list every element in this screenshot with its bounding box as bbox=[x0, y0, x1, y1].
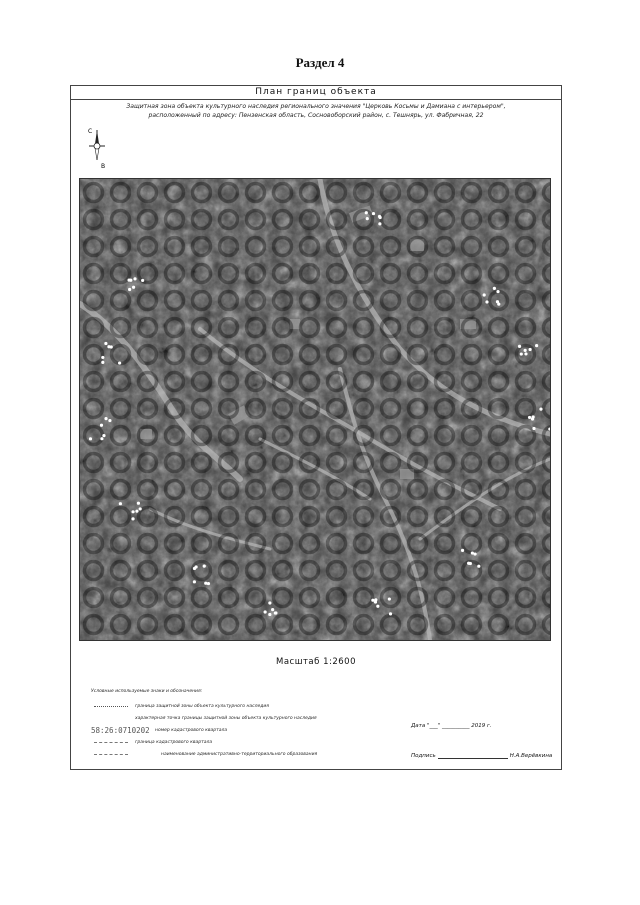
boundary-point bbox=[274, 611, 277, 614]
boundary-point bbox=[108, 419, 111, 422]
boundary-point bbox=[535, 344, 538, 347]
boundary-point bbox=[379, 216, 382, 219]
dotted-line-symbol bbox=[94, 706, 128, 707]
signature-label: Подпись bbox=[411, 753, 436, 759]
boundary-point bbox=[127, 278, 130, 281]
boundary-point bbox=[388, 597, 391, 600]
boundary-point bbox=[128, 288, 131, 291]
boundary-point bbox=[529, 348, 532, 351]
boundary-point bbox=[365, 211, 368, 214]
boundary-point bbox=[378, 222, 381, 225]
boundary-point bbox=[110, 345, 113, 348]
plan-title: План границ объекта bbox=[71, 86, 561, 100]
boundary-point bbox=[371, 599, 374, 602]
boundary-point bbox=[89, 437, 92, 440]
boundary-point bbox=[268, 613, 271, 616]
date-field: Дата "___" __________ 2019 г. bbox=[411, 723, 492, 729]
boundary-point bbox=[118, 361, 121, 364]
plan-sheet bbox=[70, 85, 562, 770]
boundary-point bbox=[119, 502, 122, 505]
boundary-point bbox=[268, 601, 271, 604]
legend-item: характерная точка границы защитной зоны объекта культурного наследия bbox=[135, 715, 317, 721]
boundary-point bbox=[264, 610, 267, 613]
boundary-point bbox=[524, 349, 527, 352]
subtitle-line-1: Защитная зона объекта культурного наследия регионального значения "Церковь Косьмы и Дамиана с интерьером", bbox=[126, 103, 506, 110]
boundary-point bbox=[518, 345, 521, 348]
legend-item: граница защитной зоны объекта культурного наследия bbox=[91, 700, 351, 712]
boundary-point bbox=[104, 342, 107, 345]
boundary-point bbox=[204, 582, 207, 585]
boundary-point bbox=[102, 434, 105, 437]
boundary-point bbox=[372, 212, 375, 215]
compass-north-label: С bbox=[88, 128, 93, 135]
boundary-point bbox=[532, 427, 535, 430]
boundary-point bbox=[101, 356, 104, 359]
boundary-point bbox=[473, 552, 476, 555]
boundary-point bbox=[520, 352, 523, 355]
boundary-point bbox=[477, 565, 480, 568]
legend-item: 58:26:0710202 номер кадастрового квартала bbox=[91, 725, 228, 735]
boundary-point bbox=[539, 408, 542, 411]
boundary-point bbox=[271, 608, 274, 611]
boundary-point bbox=[139, 507, 142, 510]
boundary-point bbox=[366, 217, 369, 220]
plan-subtitle bbox=[81, 102, 551, 120]
compass-rose-icon bbox=[87, 124, 107, 170]
cadastral-code: 58:26:0710202 bbox=[91, 725, 150, 735]
boundary-point bbox=[528, 416, 531, 419]
legend-heading: Условные используемые знаки и обозначения: bbox=[91, 689, 203, 694]
boundary-point bbox=[131, 510, 134, 513]
boundary-point bbox=[374, 600, 377, 603]
boundary-point bbox=[461, 549, 464, 552]
boundary-point bbox=[100, 437, 103, 440]
map-legend bbox=[91, 689, 351, 760]
subtitle-line-2: расположенный по адресу: Пензенская область, Сосновоборский район, с. Тешнярь, ул. Фабричная, 22 bbox=[148, 112, 484, 119]
boundary-point bbox=[100, 424, 103, 427]
boundary-point bbox=[376, 605, 379, 608]
legend-item: наименование административно-территориального образования bbox=[91, 748, 351, 760]
boundary-point bbox=[135, 510, 138, 513]
boundary-point bbox=[483, 293, 486, 296]
boundary-point bbox=[524, 352, 527, 355]
boundary-point bbox=[193, 567, 196, 570]
signature-line bbox=[438, 758, 508, 759]
map-scale: Масштаб 1:2600 bbox=[275, 657, 356, 667]
boundary-point bbox=[496, 290, 499, 293]
boundary-point bbox=[141, 279, 144, 282]
dashed-line-symbol bbox=[94, 742, 128, 743]
legend-item: граница кадастрового квартала bbox=[91, 736, 351, 748]
boundary-point bbox=[485, 300, 488, 303]
boundary-point bbox=[104, 417, 107, 420]
boundary-point bbox=[193, 580, 196, 583]
signature-field bbox=[411, 753, 556, 759]
boundary-point bbox=[132, 286, 135, 289]
compass-east-label: В bbox=[101, 163, 106, 170]
section-title: Раздел 4 bbox=[295, 55, 345, 70]
boundary-point bbox=[203, 565, 206, 568]
satellite-image bbox=[80, 179, 550, 640]
satellite-map bbox=[79, 178, 551, 641]
boundary-point bbox=[389, 612, 392, 615]
signature-name: Н.А.Верёвкина bbox=[509, 753, 553, 759]
boundary-point bbox=[496, 300, 499, 303]
boundary-point bbox=[469, 562, 472, 565]
boundary-point bbox=[137, 502, 140, 505]
boundary-point bbox=[493, 287, 496, 290]
boundary-point bbox=[131, 517, 134, 520]
boundary-point bbox=[133, 277, 136, 280]
dashed-line-symbol bbox=[94, 754, 128, 755]
boundary-point bbox=[101, 361, 104, 364]
boundary-point bbox=[532, 415, 535, 418]
